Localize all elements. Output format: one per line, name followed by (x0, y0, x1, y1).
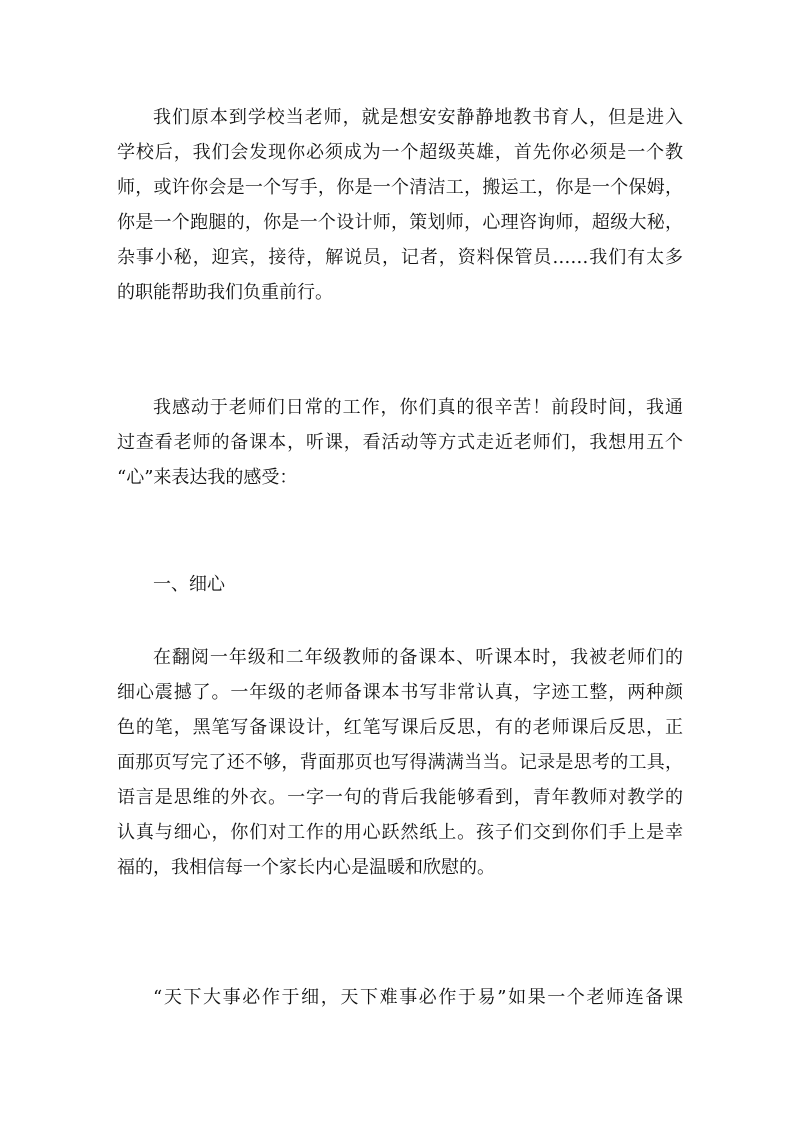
text-line: 的职能帮助我们负重前行。 (117, 282, 333, 303)
paragraph-gratitude (117, 390, 683, 495)
text-line: 过查看老师的备课本，听课，看活动等方式走近老师们，我想用五个 (117, 432, 683, 453)
text-line: 学校后，我们会发现你必须成为一个超级英雄，首先你必须是一个教 (117, 142, 683, 163)
section-heading-careful (117, 567, 683, 602)
heading-line: 一、细心 (153, 574, 225, 595)
text-line: 你是一个跑腿的，你是一个设计师，策划师，心理咨询师，超级大秘， (117, 212, 683, 233)
text-line: 我们原本到学校当老师，就是想安安静静地教书育人，但是进入 (153, 107, 683, 128)
text-line: 面那页写完了还不够，背面那页也写得满满当当。记录是思考的工具， (117, 752, 683, 773)
text-line: 师，或许你会是一个写手，你是一个清洁工，搬运工，你是一个保姆， (117, 177, 683, 198)
paragraph-quote (117, 980, 683, 1015)
text-line: 我感动于老师们日常的工作，你们真的很辛苦！前段时间，我通 (153, 397, 683, 418)
text-line: “天下大事必作于细，天下难事必作于易”如果一个老师连备课 (153, 987, 683, 1008)
paragraph-lesson-plans (117, 640, 683, 885)
text-line: 细心震撼了。一年级的老师备课本书写非常认真，字迹工整，两种颜 (117, 682, 683, 703)
text-line: 语言是思维的外衣。一字一句的背后我能够看到，青年教师对教学的 (117, 787, 683, 808)
paragraph-teacher-roles (117, 100, 683, 310)
text-line: “心”来表达我的感受： (117, 467, 298, 488)
text-line: 福的，我相信每一个家长内心是温暖和欣慰的。 (117, 857, 495, 878)
text-line: 色的笔，黑笔写备课设计，红笔写课后反思，有的老师课后反思，正 (117, 717, 683, 738)
text-line: 认真与细心，你们对工作的用心跃然纸上。孩子们交到你们手上是幸 (117, 822, 683, 843)
text-line: 杂事小秘，迎宾，接待，解说员，记者，资料保管员……我们有太多 (117, 247, 683, 268)
text-line: 在翻阅一年级和二年级教师的备课本、听课本时，我被老师们的 (153, 647, 683, 668)
